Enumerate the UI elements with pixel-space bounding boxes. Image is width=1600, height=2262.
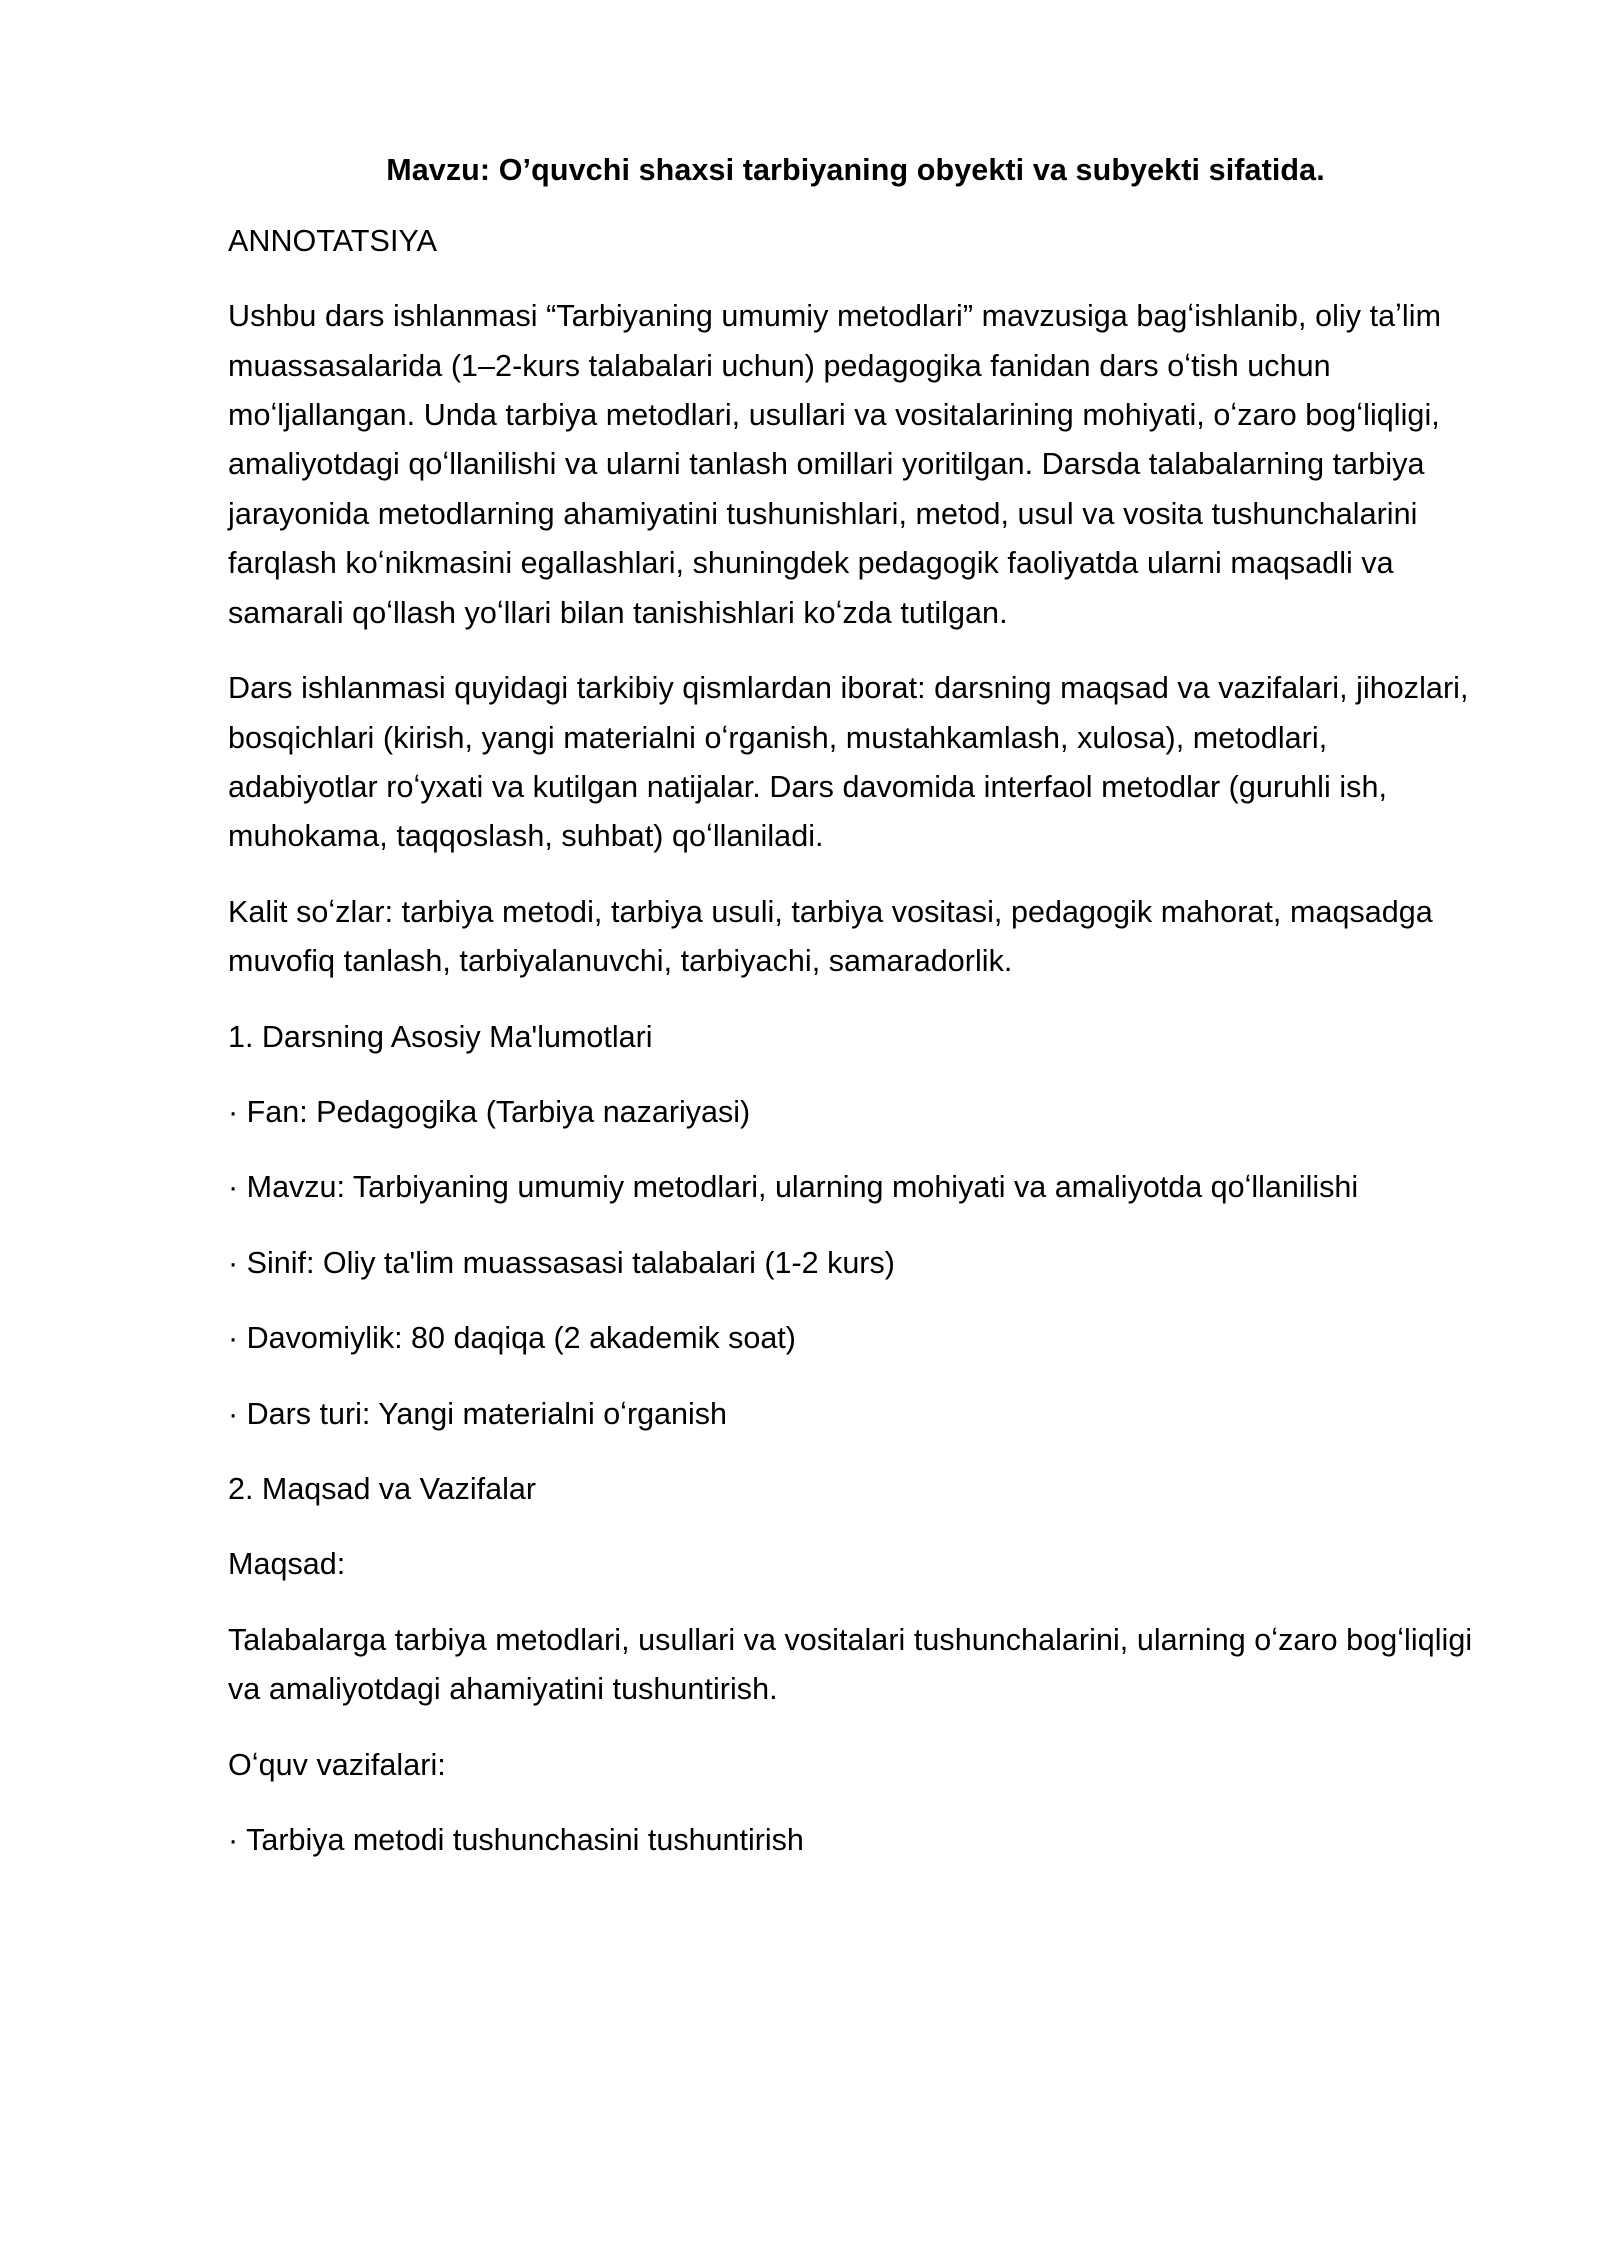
document-body [228, 0, 1483, 1865]
goal-text: Talabalarga tarbiya metodlari, usullari va vositalari tushunchalarini, ularning oʻzaro bogʻliqligi va amaliyotdagi ahamiyatini tushuntirish. [228, 1622, 1473, 1707]
tasks-label: Oʻquv vazifalari: [228, 1747, 446, 1782]
bullet-dot-icon: · [228, 1396, 239, 1431]
list-item [228, 1288, 1483, 1363]
list-item [228, 1213, 1483, 1288]
list-item-label: Sinif: Oliy ta'lim muassasasi talabalari (1-2 kurs) [246, 1245, 895, 1280]
section-1-heading: 1. Darsning Asosiy Ma'lumotlari [228, 1019, 653, 1054]
list-item-label: Davomiylik: 80 daqiqa (2 akademik soat) [246, 1321, 796, 1356]
list-item [228, 1062, 1483, 1137]
annotation-paragraph-2: Dars ishlanmasi quyidagi tarkibiy qismlardan iborat: darsning maqsad va vazifalari, jihozlari, bosqichlari (kirish, yangi materialni oʻrganish, mustahkamlash, xulosa), metodlari, adabiyotlar roʻyxati va kutilgan natijalar. Dars davomida interfaol metodlar (guruhli ish, muhokama, taqqoslash, suhbat) qoʻllaniladi. [228, 671, 1469, 854]
list-item-label: Fan: Pedagogika (Tarbiya nazariyasi) [246, 1094, 751, 1129]
list-item-label: Dars turi: Yangi materialni oʻrganish [246, 1396, 727, 1431]
goal-label: Maqsad: [228, 1547, 346, 1582]
bullet-dot-icon: · [228, 1245, 239, 1280]
list-item [228, 1364, 1483, 1439]
section-2-heading: 2. Maqsad va Vazifalar [228, 1471, 536, 1506]
bullet-dot-icon: · [228, 1094, 239, 1129]
bullet-dot-icon: · [228, 1823, 239, 1858]
list-item [228, 1790, 1483, 1865]
list-item-label: Tarbiya metodi tushunchasini tushuntirish [246, 1823, 804, 1858]
page-title: Mavzu: O’quvchi shaxsi tarbiyaning obyekti va subyekti sifatida. [386, 153, 1325, 187]
keywords-paragraph: Kalit soʻzlar: tarbiya metodi, tarbiya usuli, tarbiya vositasi, pedagogik mahorat, maqsadga muvofiq tanlash, tarbiyalanuvchi, tarbiyachi, samaradorlik. [228, 894, 1433, 979]
list-item [228, 1137, 1483, 1212]
bullet-dot-icon: · [228, 1170, 239, 1205]
list-item-label: Mavzu: Tarbiyaning umumiy metodlari, ularning mohiyati va amaliyotda qoʻllanilishi [246, 1170, 1359, 1205]
bullet-dot-icon: · [228, 1321, 239, 1356]
section-label-annotatsiya: ANNOTATSIYA [228, 223, 437, 258]
annotation-paragraph-1: Ushbu dars ishlanmasi “Tarbiyaning umumiy metodlari” mavzusiga bagʻishlanib, oliy taʼlim muassasalarida (1–2-kurs talabalari uchun) pedagogika fanidan dars oʻtish uchun moʻljallangan. Unda tarbiya metodlari, usullari va vositalarining mohiyati, oʻzaro bogʻliqligi, amaliyotdagi qoʻllanilishi va ularni tanlash omillari yoritilgan. Darsda talabalarning tarbiya jarayonida metodlarning ahamiyatini tushunishlari, metod, usul va vosita tushunchalarini farqlash koʻnikmasini egallashlari, shuningdek pedagogik faoliyatda ularni maqsadli va samarali qoʻllash yoʻllari bilan tanishishlari koʻzda tutilgan. [228, 299, 1442, 630]
